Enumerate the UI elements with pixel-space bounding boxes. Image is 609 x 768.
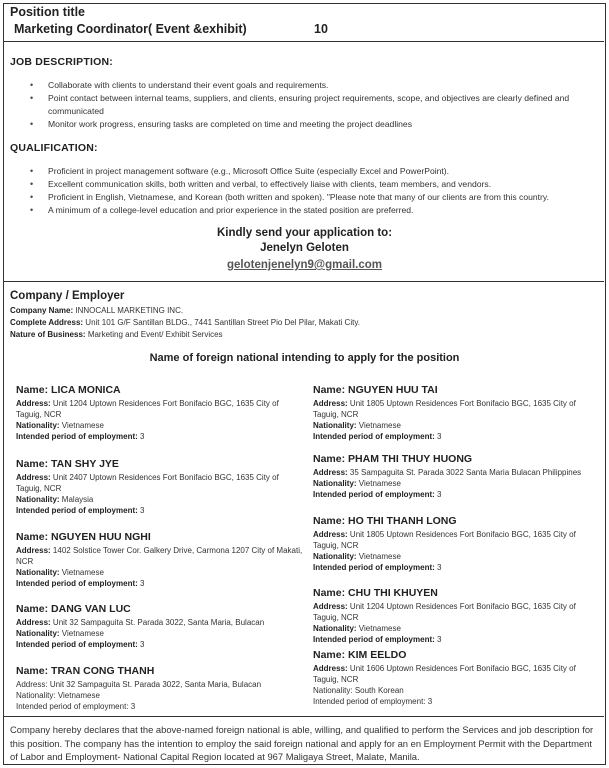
divider-middle bbox=[4, 281, 604, 282]
applicant-name: Name: HO THI THANH LONG bbox=[313, 515, 457, 527]
contact-name: Jenelyn Geloten bbox=[260, 242, 349, 254]
divider-top bbox=[4, 41, 604, 42]
applicant-name: Name: TRAN CONG THANH bbox=[16, 665, 155, 677]
list-item: • Excellent communication skills, both written and verbal, to effectively liaise with clients, team members, and vendors. bbox=[30, 178, 570, 191]
applicant-nationality: Nationality: Malaysia bbox=[16, 495, 94, 504]
position-count: 10 bbox=[314, 22, 328, 36]
applicant-nationality: Nationality: Vietnamese bbox=[16, 691, 100, 700]
applicant-card bbox=[16, 602, 306, 650]
list-item: • Monitor work progress, ensuring tasks are completed on time and meeting the project deadlines bbox=[30, 118, 570, 131]
applicant-card bbox=[313, 586, 603, 645]
list-item: • Proficient in project management software (e.g., Microsoft Office Suite (especially Excel and PowerPoint). bbox=[30, 165, 570, 178]
applicant-card bbox=[313, 452, 603, 500]
list-item: • Point contact between internal teams, suppliers, and clients, ensuring project requirements, scope, and objectives are clearly defined and communicated bbox=[30, 92, 570, 118]
applicant-address: Address: Unit 1204 Uptown Residences Fort Bonifacio BGC, 1635 City of Taguig, NCR bbox=[16, 399, 279, 419]
applicant-period: Intended period of employment: 3 bbox=[16, 579, 145, 588]
company-address-row: Complete Address: Unit 101 G/F Santillan BLDG., 7441 Santillan Street Pio Del Pilar, Makati City. bbox=[10, 318, 360, 327]
applicant-period: Intended period of employment: 3 bbox=[313, 563, 442, 572]
applicant-address: Address: Unit 1606 Uptown Residences Fort Bonifacio BGC, 1635 City of Taguig, NCR bbox=[313, 664, 576, 684]
applicant-nationality: Nationality: Vietnamese bbox=[313, 624, 401, 633]
job-description-heading: JOB DESCRIPTION: bbox=[10, 56, 113, 68]
applicant-address: Address: 1402 Solstice Tower Cor. Galkery Drive, Carmona 1207 City of Makati, NCR bbox=[16, 546, 303, 566]
applicant-card bbox=[16, 664, 306, 712]
applicant-name: Name: PHAM THI THUY HUONG bbox=[313, 453, 473, 465]
applicant-period: Intended period of employment: 3 bbox=[16, 702, 136, 711]
applicant-card bbox=[313, 514, 603, 573]
applicant-period: Intended period of employment: 3 bbox=[16, 640, 145, 649]
contact-email-link[interactable]: gelotenjenelyn9@gmail.com bbox=[226, 259, 382, 271]
applicant-card bbox=[313, 648, 603, 707]
applicant-name: Name: NGUYEN HUU NGHI bbox=[16, 531, 151, 543]
applicant-address: Address: Unit 1805 Uptown Residences Fort Bonifacio BGC, 1635 City of Taguig, NCR bbox=[313, 530, 576, 550]
company-business-row: Nature of Business: Marketing and Event/ Exhibit Services bbox=[10, 330, 223, 339]
qualification-list bbox=[30, 165, 570, 217]
applicant-name: Name: TAN SHY JYE bbox=[16, 458, 119, 470]
divider-bottom bbox=[4, 716, 604, 717]
applicant-address: Address: 35 Sampaguita St. Parada 3022 Santa Maria Bulacan Philippines bbox=[313, 468, 582, 477]
applicant-name: Name: CHU THI KHUYEN bbox=[313, 587, 438, 599]
applicant-address: Address: Unit 32 Sampaguita St. Parada 3022, Santa Maria, Bulacan bbox=[16, 680, 262, 689]
job-description-list bbox=[30, 79, 570, 131]
foreign-national-heading: Name of foreign national intending to apply for the position bbox=[149, 352, 460, 364]
applicant-address: Address: Unit 2407 Uptown Residences Fort Bonifacio BGC, 1635 City of Taguig, NCR bbox=[16, 473, 279, 493]
applicant-nationality: Nationality: Vietnamese bbox=[16, 629, 104, 638]
company-heading: Company / Employer bbox=[10, 290, 125, 302]
applicant-period: Intended period of employment: 3 bbox=[313, 697, 433, 706]
qualification-heading: QUALIFICATION: bbox=[10, 142, 98, 154]
position-name: Marketing Coordinator( Event &exhibit) bbox=[14, 22, 247, 36]
applicant-name: Name: NGUYEN HUU TAI bbox=[313, 384, 438, 396]
applicant-name: Name: LICA MONICA bbox=[16, 384, 121, 396]
applicant-card bbox=[313, 383, 603, 442]
applicant-address: Address: Unit 1805 Uptown Residences Fort Bonifacio BGC, 1635 City of Taguig, NCR bbox=[313, 399, 576, 419]
applicant-card bbox=[16, 530, 306, 589]
applicant-name: Name: KIM EELDO bbox=[313, 649, 407, 661]
declaration-footer: Company hereby declares that the above-named foreign national is able, willing, and qualified to perform the Services and job description for this position. The company has the intention to employ the said foreign national and apply for an en Employment Permit with the Department of Labor and Employment- National Capital Region located at 967 Maligaya Street, Malate, Manila. bbox=[10, 724, 594, 762]
application-instruction: Kindly send your application to: bbox=[216, 227, 393, 239]
list-item: • Proficient in English, Vietnamese, and Korean (both written and spoken). "Please note that many of our clients are from this country. bbox=[30, 191, 570, 204]
applicant-nationality: Nationality: Vietnamese bbox=[313, 552, 401, 561]
applicant-nationality: Nationality: Vietnamese bbox=[16, 568, 104, 577]
position-title-label: Position title bbox=[10, 5, 85, 19]
list-item: • A minimum of a college-level education and prior experience in the stated position are preferred. bbox=[30, 204, 570, 217]
applicant-nationality: Nationality: Vietnamese bbox=[16, 421, 104, 430]
applicant-name: Name: DANG VAN LUC bbox=[16, 603, 131, 615]
applicant-period: Intended period of employment: 3 bbox=[16, 432, 145, 441]
applicant-period: Intended period of employment: 3 bbox=[313, 432, 442, 441]
applicant-nationality: Nationality: Vietnamese bbox=[313, 479, 401, 488]
applicant-period: Intended period of employment: 3 bbox=[313, 635, 442, 644]
company-name-row: Company Name: INNOCALL MARKETING INC. bbox=[10, 306, 184, 315]
applicant-nationality: Nationality: South Korean bbox=[313, 686, 404, 695]
applicant-period: Intended period of employment: 3 bbox=[16, 506, 145, 515]
applicant-nationality: Nationality: Vietnamese bbox=[313, 421, 401, 430]
applicant-card bbox=[16, 383, 306, 442]
applicant-address: Address: Unit 32 Sampaguita St. Parada 3022, Santa Maria, Bulacan bbox=[16, 618, 265, 627]
applicant-card bbox=[16, 457, 306, 516]
applicant-period: Intended period of employment: 3 bbox=[313, 490, 442, 499]
applicant-address: Address: Unit 1204 Uptown Residences Fort Bonifacio BGC, 1635 City of Taguig, NCR bbox=[313, 602, 576, 622]
list-item: • Collaborate with clients to understand their event goals and requirements. bbox=[30, 79, 570, 92]
